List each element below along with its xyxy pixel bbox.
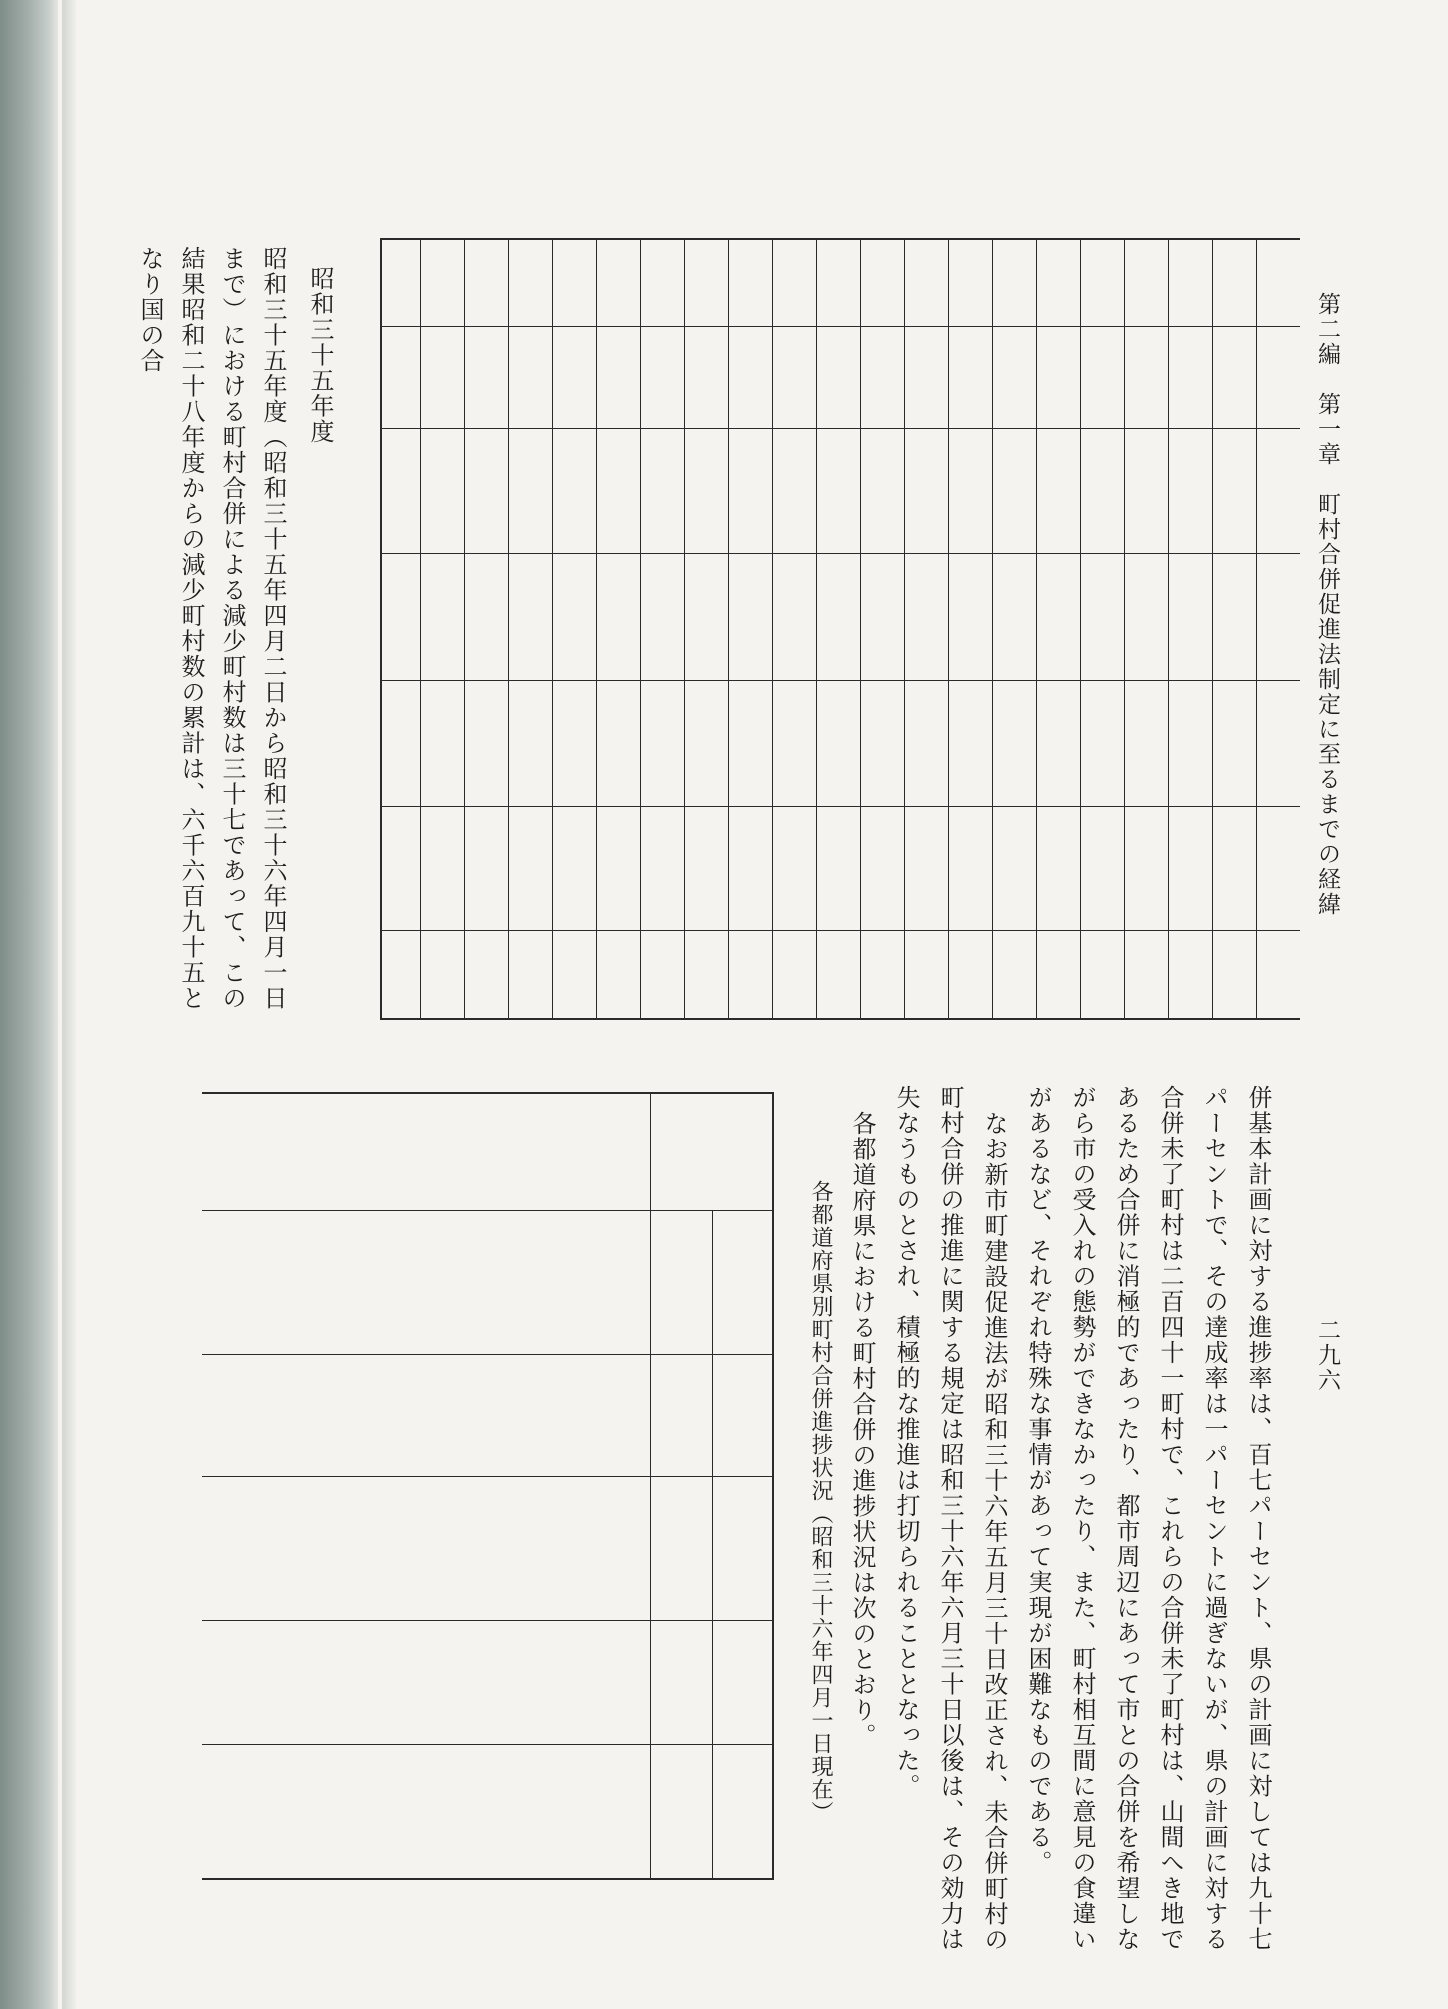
table1-col-rule — [596, 238, 597, 1020]
table1-col-rule — [640, 238, 641, 1020]
book-binding — [62, 0, 76, 2009]
book-gutter-shadow — [0, 0, 58, 2009]
table1-col-rule — [948, 238, 949, 1020]
table1-top-rule — [380, 238, 1300, 240]
prose-fy1960 — [136, 246, 340, 1036]
table1-col-rule — [684, 238, 685, 1020]
table1-row-rule — [380, 428, 1300, 429]
table1-col-rule — [992, 238, 993, 1020]
table2-band-rule — [202, 1476, 774, 1477]
table1-col-rule — [420, 238, 421, 1020]
paragraph-progress: 併基本計画に対する進捗率は、百七パーセント、県の計画に対しては九十七パーセントで、その達成率は一パーセントに過ぎないが、県の計画に対する合併未了町村は二百四十一町村で、これらの合併未了町村は、山間へき地であるため合併に消極的であったり、都市周辺にあって市との合併を希望しながら市の受入れの態勢ができなかったり、また、町村相互間に意見の食違いがあるなど、それぞれ特殊な事情があって実現が困難なものである。 — [1024, 1085, 1272, 1952]
table1-col-rule — [1168, 238, 1169, 1020]
paragraph-fy1960: 昭和三十五年度（昭和三十五年四月二日から昭和三十六年四月一日まで）における町村合併による減少町村数は三十七であって、この結果昭和二十八年度からの減少町村数の累計は、六千六百九十五となり国の合 — [136, 246, 287, 1011]
table1-row-rule — [380, 680, 1300, 681]
table-caption: 各都道府県別町村合併進捗状況（昭和三十六年四月一日現在） — [808, 1180, 833, 1824]
table1-col-rule — [508, 238, 509, 1020]
paragraph-intro-table: 各都道府県における町村合併の進捗状況は次のとおり。 — [848, 1111, 876, 1749]
table1-col-rule — [860, 238, 861, 1020]
section-heading-fy1960: 昭和三十五年度 — [306, 266, 334, 445]
table1-col-rule — [816, 238, 817, 1020]
table1-col-rule — [1256, 238, 1257, 1020]
table2-header-rule — [650, 1092, 651, 1880]
table2-bottom-rule — [202, 1878, 774, 1880]
paragraph-law-revision: なお新市町建設促進法が昭和三十六年五月三十日改正され、未合併町村の町村合併の推進に関する規定は昭和三十六年六月三十日以後は、その効力は失なうものとされ、積極的な推進は打切られることとなった。 — [892, 1085, 1008, 1953]
table-merger-progress-west — [380, 238, 1300, 1020]
table2-group-rule — [712, 1210, 713, 1880]
table1-left-rule — [380, 238, 382, 1020]
table2-band-rule — [202, 1744, 774, 1745]
table1-col-rule — [1124, 238, 1125, 1020]
table1-col-rule — [1036, 238, 1037, 1020]
table-merger-progress-east — [202, 1092, 774, 1880]
table1-row-rule — [380, 326, 1300, 327]
table1-row-rule — [380, 930, 1300, 931]
table1-col-rule — [904, 238, 905, 1020]
table2-band-rule — [202, 1210, 774, 1211]
chapter-header: 第二編 第一章 町村合併促進法制定に至るまでの経緯 — [1314, 292, 1340, 917]
table2-band-rule — [202, 1354, 774, 1355]
table1-col-rule — [728, 238, 729, 1020]
table2-band-rule — [202, 1620, 774, 1621]
table1-row-rule — [380, 553, 1300, 554]
prose-merger-status — [840, 1085, 1280, 1965]
table1-bottom-rule — [380, 1018, 1300, 1020]
table1-col-rule — [552, 238, 553, 1020]
table1-col-rule — [772, 238, 773, 1020]
table2-top-rule — [202, 1092, 774, 1094]
table1-row-rule — [380, 806, 1300, 807]
page-number: 二九六 — [1314, 1318, 1340, 1393]
table1-col-rule — [1212, 238, 1213, 1020]
table1-col-rule — [464, 238, 465, 1020]
table1-col-rule — [1080, 238, 1081, 1020]
